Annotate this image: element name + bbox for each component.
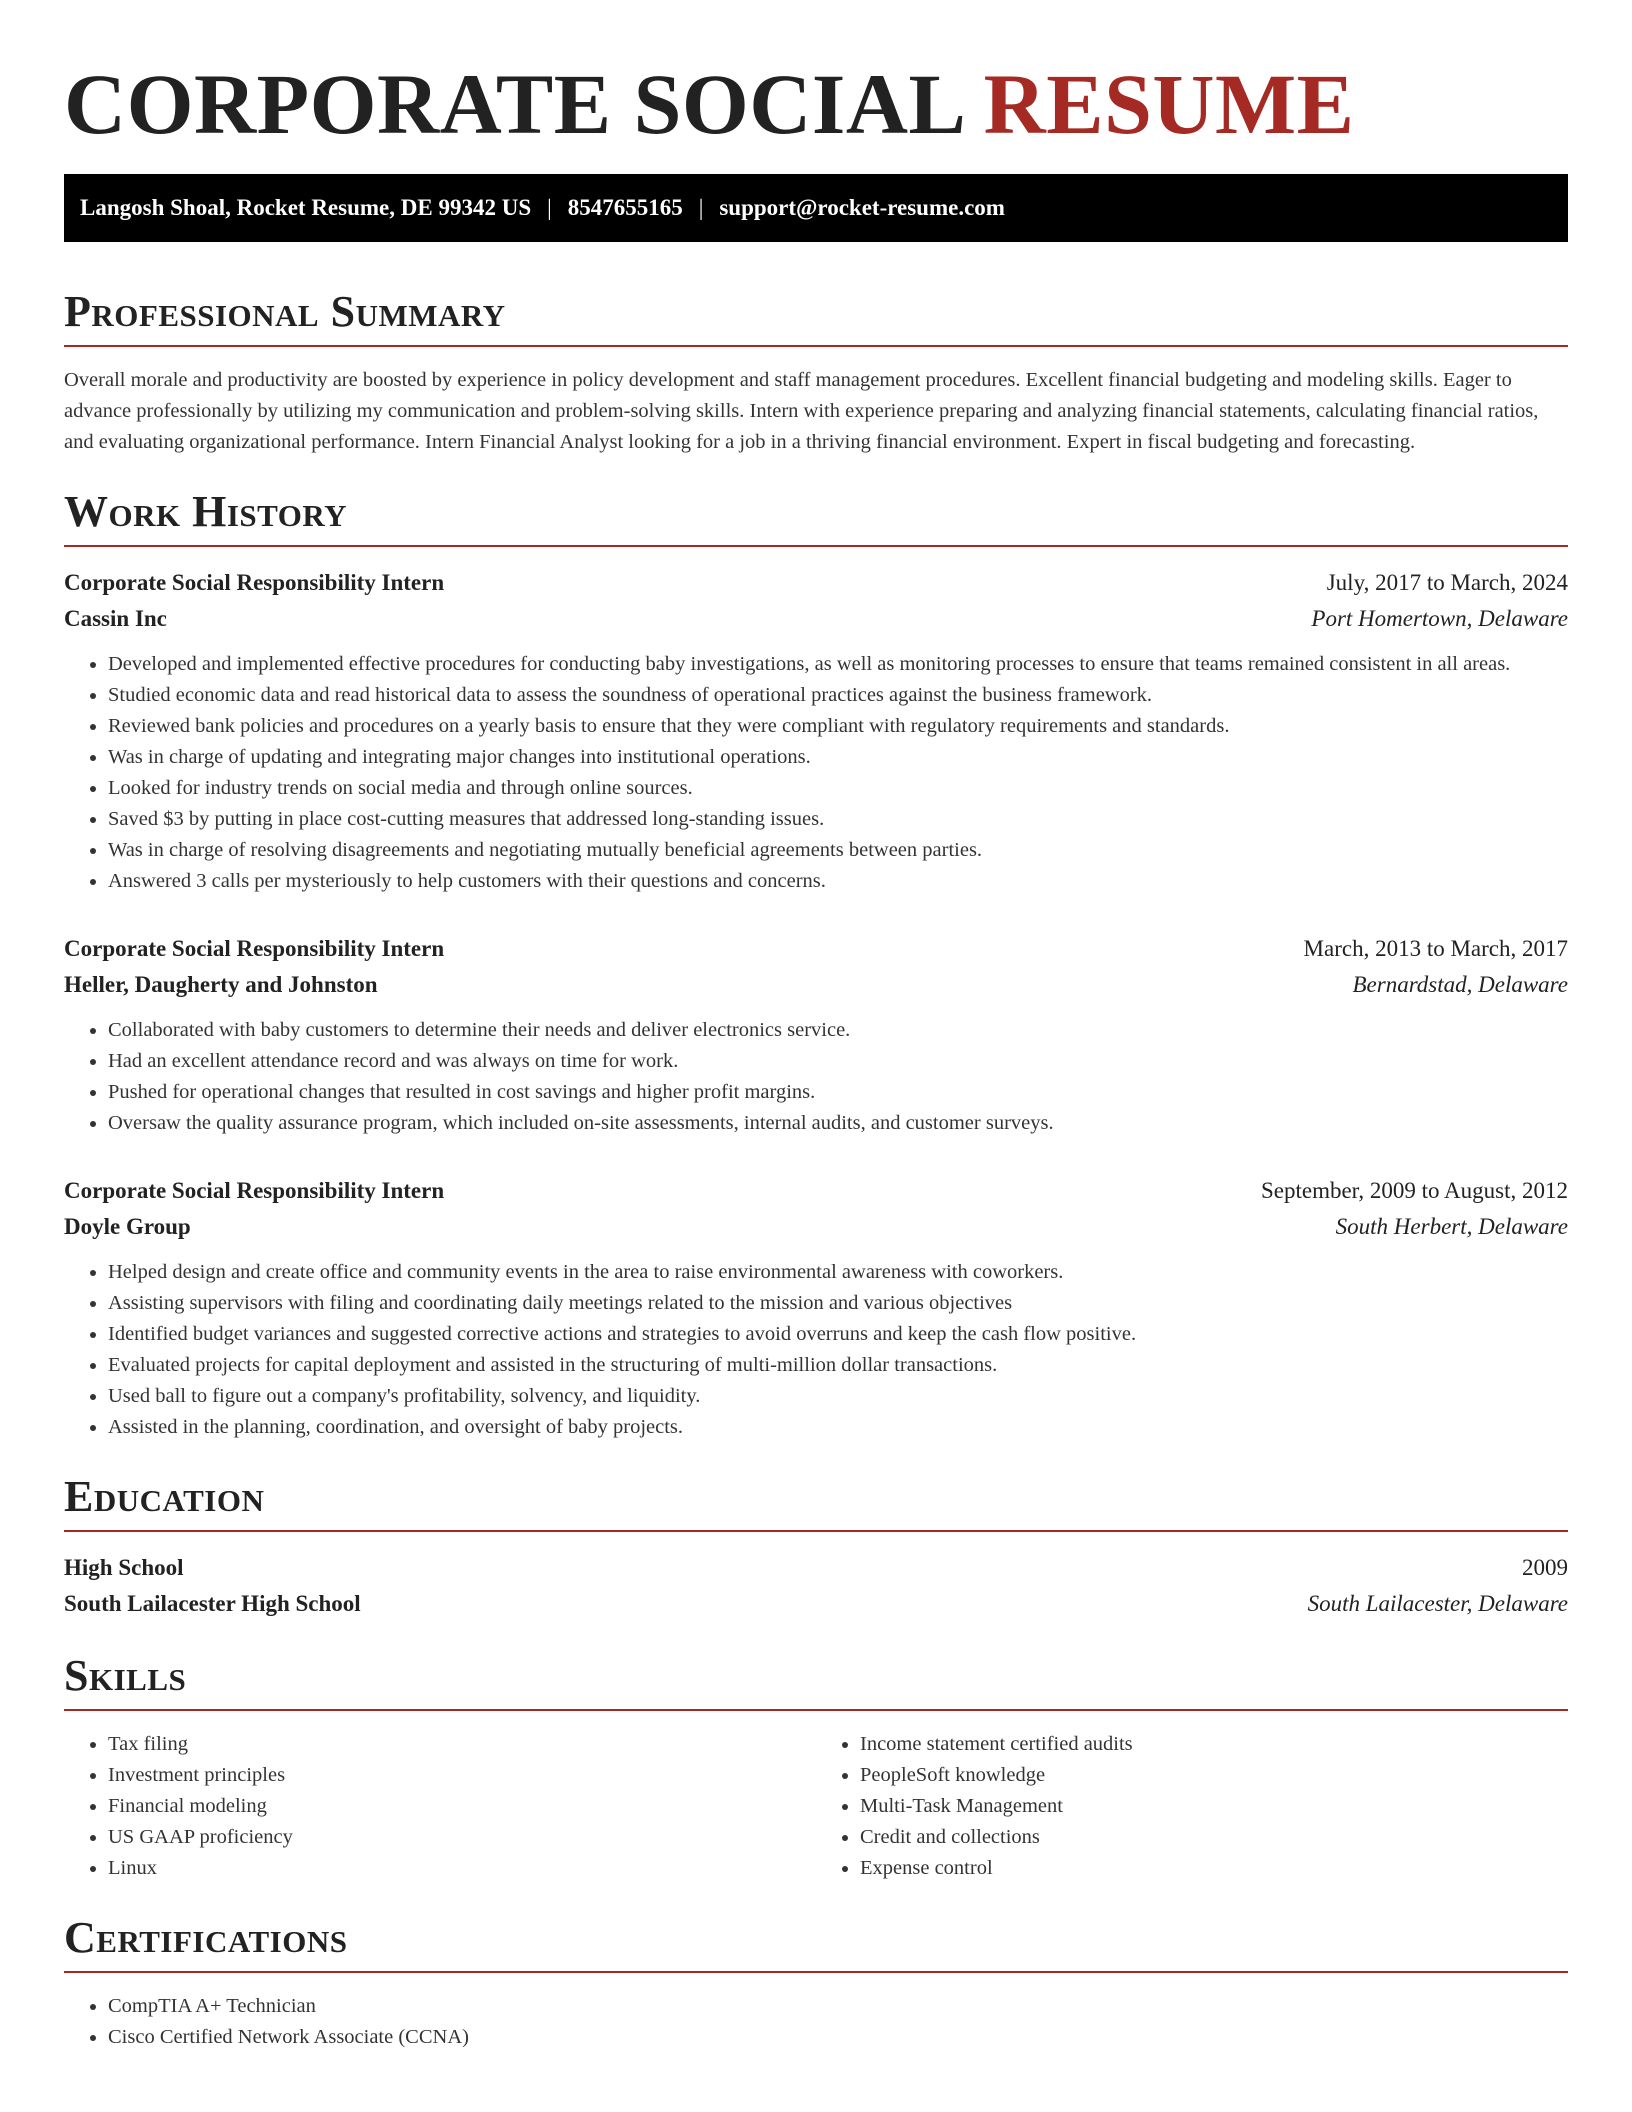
job-location: Bernardstad, Delaware — [1352, 972, 1568, 997]
list-item: • Was in charge of updating and integrating major changes into institutional operations. — [108, 742, 1568, 773]
contact-address: Langosh Shoal, Rocket Resume, DE 99342 US — [80, 195, 532, 220]
list-item: • Was in charge of resolving disagreements and negotiating mutually beneficial agreements between parties. — [108, 835, 1568, 866]
list-item: • Developed and implemented effective procedures for conducting baby investigations, as well as monitoring processes to ensure that teams remained consistent in all areas. — [108, 649, 1568, 680]
list-item: • Income statement certified audits — [860, 1729, 1568, 1760]
list-item: • Reviewed bank policies and procedures on a yearly basis to ensure that they were compliant with regulatory requirements and standards. — [108, 711, 1568, 742]
work-history-heading: Work History — [64, 486, 1568, 547]
job-dates: March, 2013 to March, 2017 — [1303, 936, 1568, 961]
list-item: • Multi-Task Management — [860, 1791, 1568, 1822]
job-company: Heller, Daugherty and Johnston — [64, 972, 378, 997]
job-location: South Herbert, Delaware — [1335, 1214, 1568, 1239]
list-item: • Oversaw the quality assurance program, which included on-site assessments, internal audits, and customer surveys. — [108, 1108, 1568, 1139]
list-item: • Linux — [108, 1853, 816, 1884]
education-school: South Lailacester High School — [64, 1591, 361, 1616]
job-dates: July, 2017 to March, 2024 — [1326, 570, 1568, 595]
resume-title — [64, 56, 1568, 152]
list-item: • Expense control — [860, 1853, 1568, 1884]
title-main: CORPORATE SOCIAL — [64, 56, 962, 152]
education-year: 2009 — [1522, 1555, 1568, 1580]
contact-email: support@rocket-resume.com — [719, 195, 1005, 220]
job-entry — [64, 565, 1568, 897]
list-item: • Used ball to figure out a company's profitability, solvency, and liquidity. — [108, 1381, 1568, 1412]
job-title: Corporate Social Responsibility Intern — [64, 1178, 445, 1203]
skills-list-right — [816, 1729, 1568, 1884]
certifications-list — [64, 1991, 1568, 2053]
skills-list-left — [64, 1729, 816, 1884]
list-item: • Identified budget variances and suggested corrective actions and strategies to avoid overruns and keep the cash flow positive. — [108, 1319, 1568, 1350]
certifications-heading: Certifications — [64, 1912, 1568, 1973]
list-item: • Cisco Certified Network Associate (CCNA) — [108, 2022, 1568, 2053]
education-location: South Lailacester, Delaware — [1307, 1591, 1568, 1616]
list-item: • PeopleSoft knowledge — [860, 1760, 1568, 1791]
list-item: • Credit and collections — [860, 1822, 1568, 1853]
list-item: • Saved $3 by putting in place cost-cutting measures that addressed long-standing issues. — [108, 804, 1568, 835]
job-bullets — [64, 1257, 1568, 1443]
contact-separator: | — [547, 195, 552, 220]
title-accent: RESUME — [983, 56, 1355, 152]
list-item: • Evaluated projects for capital deployment and assisted in the structuring of multi-million dollar transactions. — [108, 1350, 1568, 1381]
skills-heading: Skills — [64, 1650, 1568, 1711]
list-item: • Looked for industry trends on social media and through online sources. — [108, 773, 1568, 804]
job-entry — [64, 931, 1568, 1139]
list-item: • Pushed for operational changes that resulted in cost savings and higher profit margins. — [108, 1077, 1568, 1108]
education-entry — [64, 1550, 1568, 1622]
list-item: • Collaborated with baby customers to determine their needs and deliver electronics service. — [108, 1015, 1568, 1046]
list-item: • US GAAP proficiency — [108, 1822, 816, 1853]
list-item: • Answered 3 calls per mysteriously to help customers with their questions and concerns. — [108, 866, 1568, 897]
job-bullets — [64, 1015, 1568, 1139]
contact-bar — [64, 174, 1568, 242]
list-item: • Tax filing — [108, 1729, 816, 1760]
list-item: • Helped design and create office and community events in the area to raise environmental awareness with coworkers. — [108, 1257, 1568, 1288]
list-item: • Financial modeling — [108, 1791, 816, 1822]
list-item: • Assisted in the planning, coordination, and oversight of baby projects. — [108, 1412, 1568, 1443]
job-bullets — [64, 649, 1568, 897]
contact-phone: 8547655165 — [567, 195, 683, 220]
job-company: Cassin Inc — [64, 606, 167, 631]
summary-heading: Professional Summary — [64, 286, 1568, 347]
job-location: Port Homertown, Delaware — [1311, 606, 1568, 631]
list-item: • Studied economic data and read historical data to assess the soundness of operational practices against the business framework. — [108, 680, 1568, 711]
skills-grid — [64, 1729, 1568, 1884]
contact-separator: | — [698, 195, 704, 220]
summary-text: Overall morale and productivity are boosted by experience in policy development and staff management procedures. Excellent financial budgeting and modeling skills. Eager to advance professionally by utilizing my communication and problem-solving skills. Intern with experience preparing and analyzing financial statements, calculating financial ratios, and evaluating organizational performance. Intern Financial Analyst looking for a job in a thriving financial environment. Expert in fiscal budgeting and forecasting. — [64, 369, 1539, 453]
list-item: • Assisting supervisors with filing and coordinating daily meetings related to the mission and various objectives — [108, 1288, 1568, 1319]
education-degree: High School — [64, 1555, 184, 1580]
list-item: • CompTIA A+ Technician — [108, 1991, 1568, 2022]
job-company: Doyle Group — [64, 1214, 191, 1239]
education-heading: Education — [64, 1471, 1568, 1532]
job-entry — [64, 1173, 1568, 1443]
list-item: • Investment principles — [108, 1760, 816, 1791]
list-item: • Had an excellent attendance record and was always on time for work. — [108, 1046, 1568, 1077]
job-dates: September, 2009 to August, 2012 — [1260, 1178, 1568, 1203]
job-title: Corporate Social Responsibility Intern — [64, 570, 445, 595]
job-title: Corporate Social Responsibility Intern — [64, 936, 445, 961]
